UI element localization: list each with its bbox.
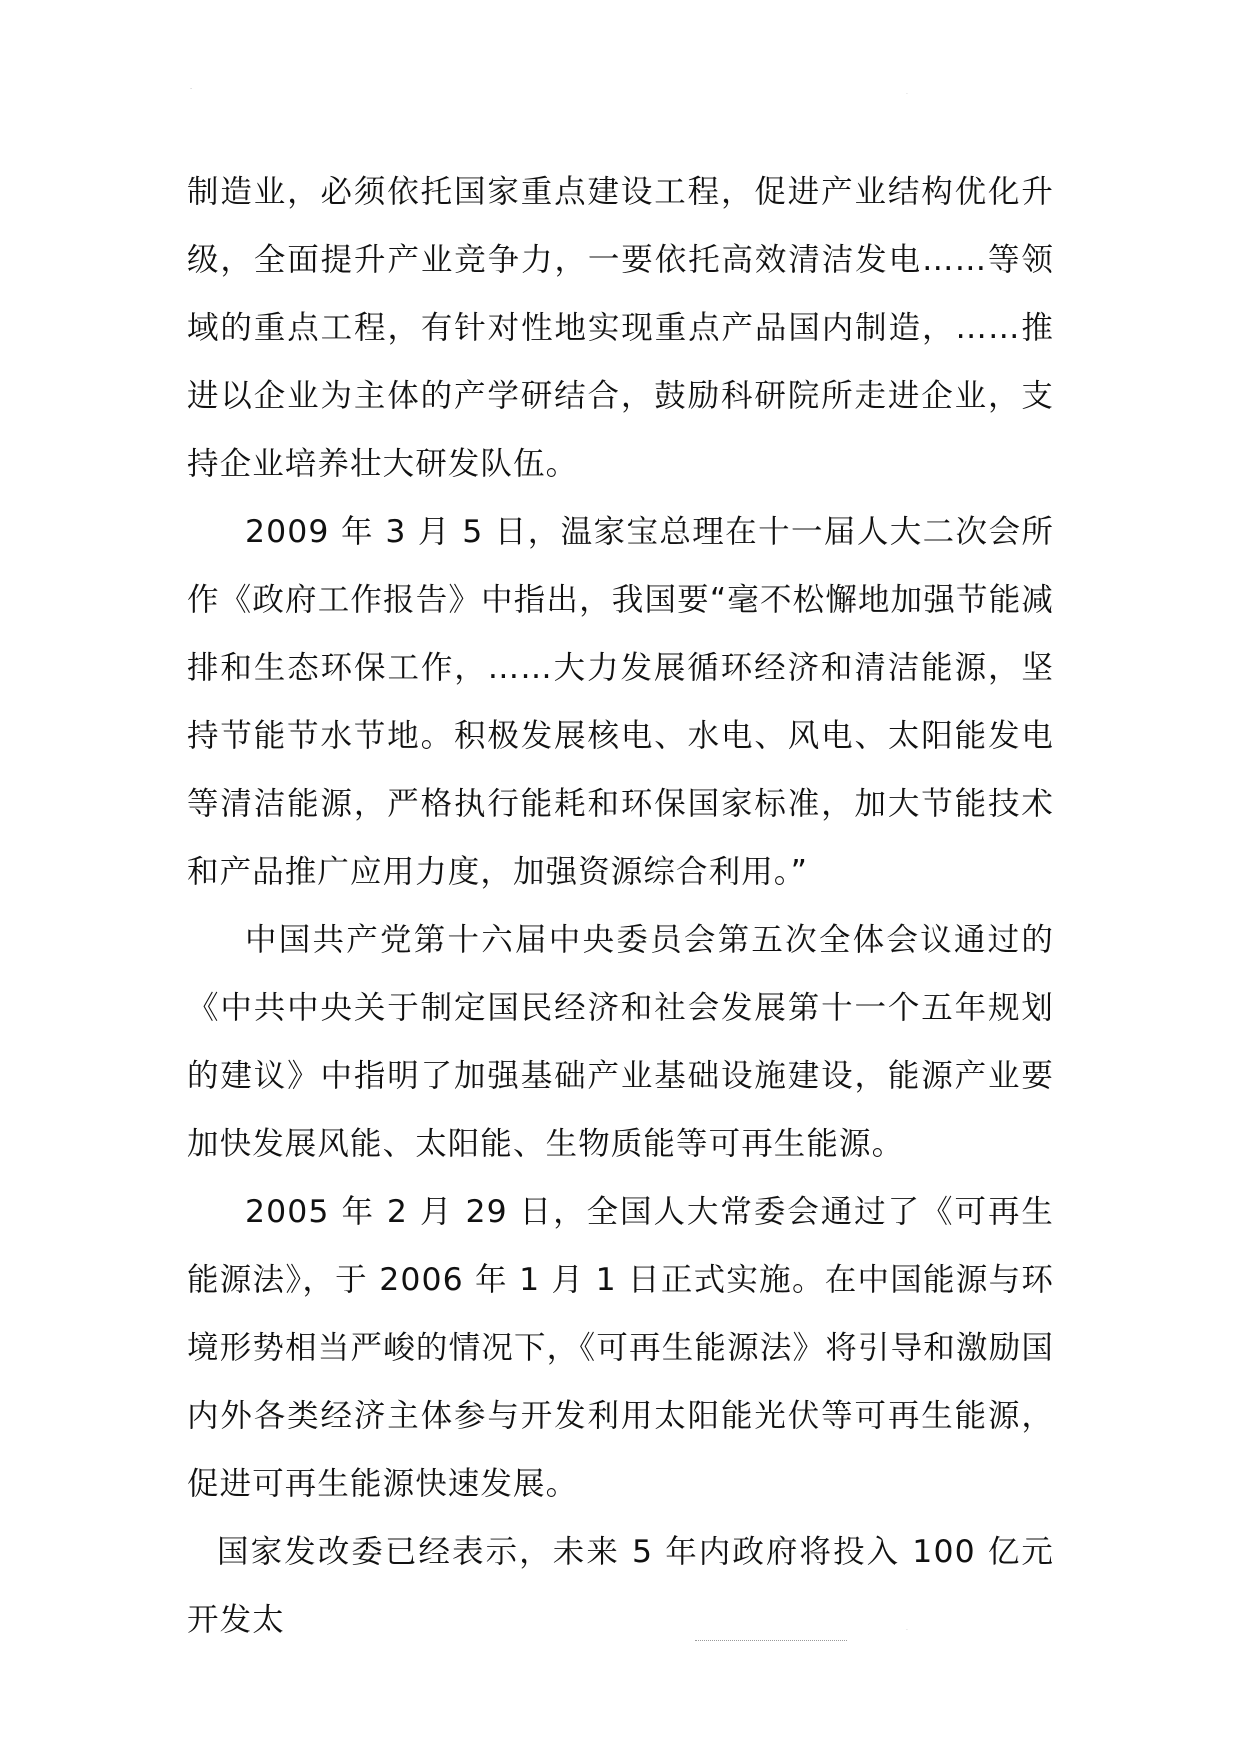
- corner-mark: ·: [906, 91, 908, 98]
- paragraph: 制造业，必须依托国家重点建设工程，促进产业结构优化升级，全面提升产业竞争力，一要依托高效清洁发电……等领域的重点工程，有针对性地实现重点产品国内制造，……推进以企业为主体的产学研结合，鼓励科研院所走进企业，支持企业培养壮大研发队伍。: [187, 174, 1054, 482]
- footer-rule: [695, 1640, 847, 1641]
- document-body: [187, 158, 1054, 1654]
- paragraph: 2009 年 3 月 5 日，温家宝总理在十一届人大二次会所作《政府工作报告》中指出，我国要“毫不松懈地加强节能减排和生态环保工作，……大力发展循环经济和清洁能源，坚持节能节水节地。积极发展核电、水电、风电、太阳能发电等清洁能源，严格执行能耗和环保国家标准，加大节能技术和产品推广应用力度，加强资源综合利用。”: [187, 514, 1054, 890]
- paragraph: 国家发改委已经表示，未来 5 年内政府将投入 100 亿元开发太: [187, 1534, 1054, 1638]
- corner-mark: -: [190, 85, 193, 92]
- paragraph: 2005 年 2 月 29 日，全国人大常委会通过了《可再生能源法》，于 2006 年 1 月 1 日正式实施。在中国能源与环境形势相当严峻的情况下，《可再生能源法》将引导和激励国内外各类经济主体参与开发利用太阳能光伏等可再生能源，促进可再生能源快速发展。: [187, 1194, 1054, 1502]
- paragraph: 中国共产党第十六届中央委员会第五次全体会议通过的《中共中央关于制定国民经济和社会发展第十一个五年规划的建议》中指明了加强基础产业基础设施建设，能源产业要加快发展风能、太阳能、生物质能等可再生能源。: [187, 922, 1054, 1162]
- corner-mark: ·: [906, 1627, 908, 1634]
